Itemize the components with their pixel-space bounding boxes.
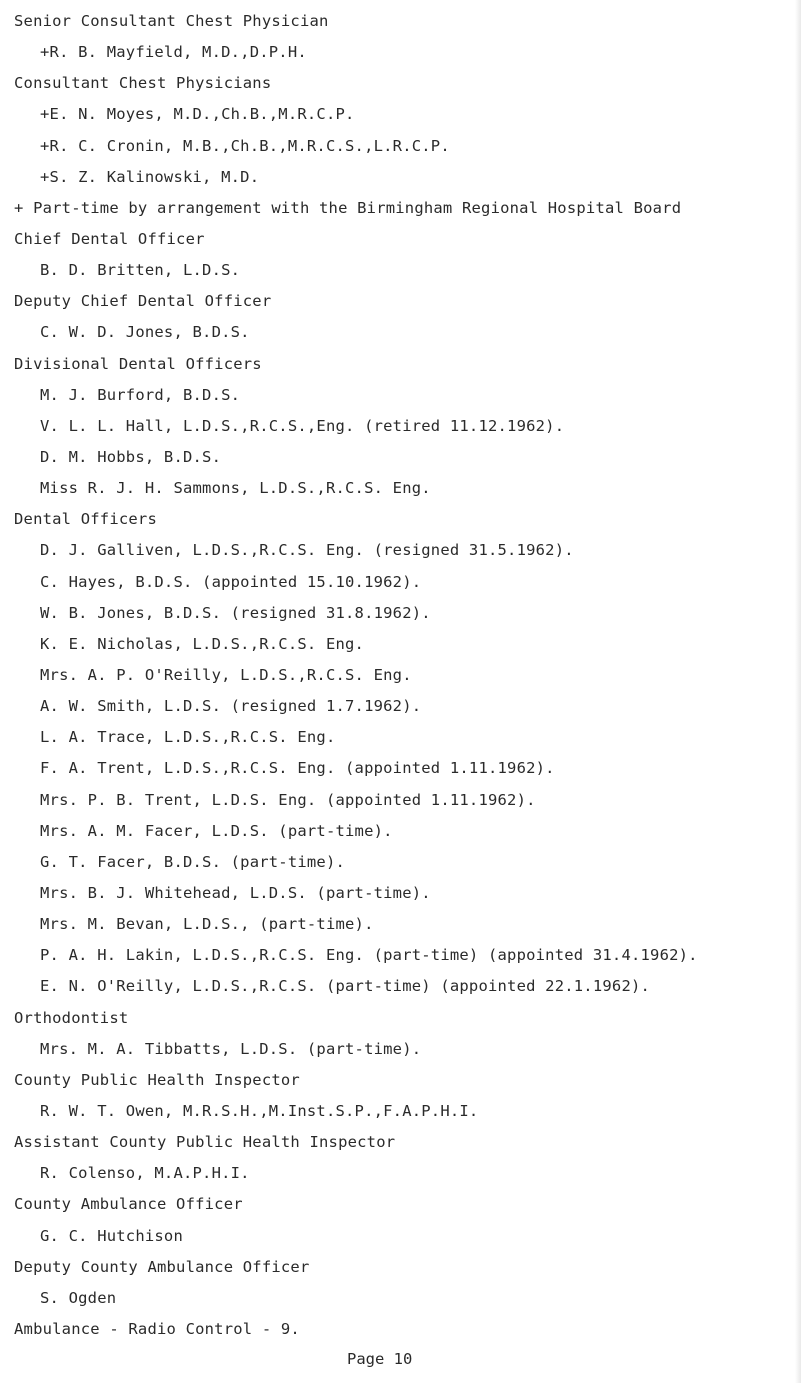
staff-entry: P. A. H. Lakin, L.D.S.,R.C.S. Eng. (part-time) (appointed 31.4.1962). — [40, 946, 698, 964]
section-heading-health-inspector: County Public Health Inspector — [14, 1071, 300, 1089]
staff-entry: +R. B. Mayfield, M.D.,D.P.H. — [40, 43, 307, 61]
section-heading-dental-officers: Dental Officers — [14, 510, 157, 528]
staff-entry: D. M. Hobbs, B.D.S. — [40, 448, 222, 466]
page-number: Page 10 — [347, 1350, 413, 1368]
section-heading-chief-dental: Chief Dental Officer — [14, 230, 205, 248]
staff-entry: S. Ogden — [40, 1289, 117, 1307]
staff-entry: M. J. Burford, B.D.S. — [40, 386, 241, 404]
part-time-note: + Part-time by arrangement with the Birmingham Regional Hospital Board — [14, 199, 682, 217]
staff-entry: R. W. T. Owen, M.R.S.H.,M.Inst.S.P.,F.A.P.H.I. — [40, 1102, 479, 1120]
staff-entry: Mrs. P. B. Trent, L.D.S. Eng. (appointed 1.11.1962). — [40, 791, 536, 809]
staff-entry: Mrs. A. M. Facer, L.D.S. (part-time). — [40, 822, 393, 840]
staff-entry: B. D. Britten, L.D.S. — [40, 261, 241, 279]
staff-entry: Mrs. A. P. O'Reilly, L.D.S.,R.C.S. Eng. — [40, 666, 412, 684]
staff-entry: E. N. O'Reilly, L.D.S.,R.C.S. (part-time) (appointed 22.1.1962). — [40, 977, 651, 995]
staff-entry: D. J. Galliven, L.D.S.,R.C.S. Eng. (resigned 31.5.1962). — [40, 541, 574, 559]
staff-entry: W. B. Jones, B.D.S. (resigned 31.8.1962). — [40, 604, 431, 622]
staff-entry: R. Colenso, M.A.P.H.I. — [40, 1164, 250, 1182]
page-edge-shadow — [795, 0, 801, 1383]
staff-entry: L. A. Trace, L.D.S.,R.C.S. Eng. — [40, 728, 336, 746]
footer-line: Ambulance - Radio Control - 9. — [14, 1320, 300, 1338]
staff-entry: A. W. Smith, L.D.S. (resigned 1.7.1962). — [40, 697, 422, 715]
staff-entry: Mrs. B. J. Whitehead, L.D.S. (part-time). — [40, 884, 431, 902]
staff-entry: Mrs. M. A. Tibbatts, L.D.S. (part-time). — [40, 1040, 422, 1058]
staff-entry: F. A. Trent, L.D.S.,R.C.S. Eng. (appointed 1.11.1962). — [40, 759, 555, 777]
staff-entry: V. L. L. Hall, L.D.S.,R.C.S.,Eng. (retired 11.12.1962). — [40, 417, 565, 435]
staff-entry: G. T. Facer, B.D.S. (part-time). — [40, 853, 346, 871]
staff-entry: +R. C. Cronin, M.B.,Ch.B.,M.R.C.S.,L.R.C.P. — [40, 137, 450, 155]
staff-entry: G. C. Hutchison — [40, 1227, 183, 1245]
staff-entry: +S. Z. Kalinowski, M.D. — [40, 168, 260, 186]
staff-entry: C. Hayes, B.D.S. (appointed 15.10.1962). — [40, 573, 422, 591]
section-heading-ambulance-officer: County Ambulance Officer — [14, 1195, 243, 1213]
section-heading-deputy-chief-dental: Deputy Chief Dental Officer — [14, 292, 272, 310]
section-heading-senior-consultant: Senior Consultant Chest Physician — [14, 12, 329, 30]
staff-entry: +E. N. Moyes, M.D.,Ch.B.,M.R.C.P. — [40, 105, 355, 123]
staff-entry: Mrs. M. Bevan, L.D.S., (part-time). — [40, 915, 374, 933]
section-heading-consultants: Consultant Chest Physicians — [14, 74, 272, 92]
staff-entry: Miss R. J. H. Sammons, L.D.S.,R.C.S. Eng. — [40, 479, 431, 497]
section-heading-divisional-dental: Divisional Dental Officers — [14, 355, 262, 373]
staff-entry: K. E. Nicholas, L.D.S.,R.C.S. Eng. — [40, 635, 365, 653]
staff-entry: C. W. D. Jones, B.D.S. — [40, 323, 250, 341]
section-heading-orthodontist: Orthodontist — [14, 1009, 129, 1027]
section-heading-deputy-ambulance-officer: Deputy County Ambulance Officer — [14, 1258, 310, 1276]
section-heading-assistant-inspector: Assistant County Public Health Inspector — [14, 1133, 396, 1151]
